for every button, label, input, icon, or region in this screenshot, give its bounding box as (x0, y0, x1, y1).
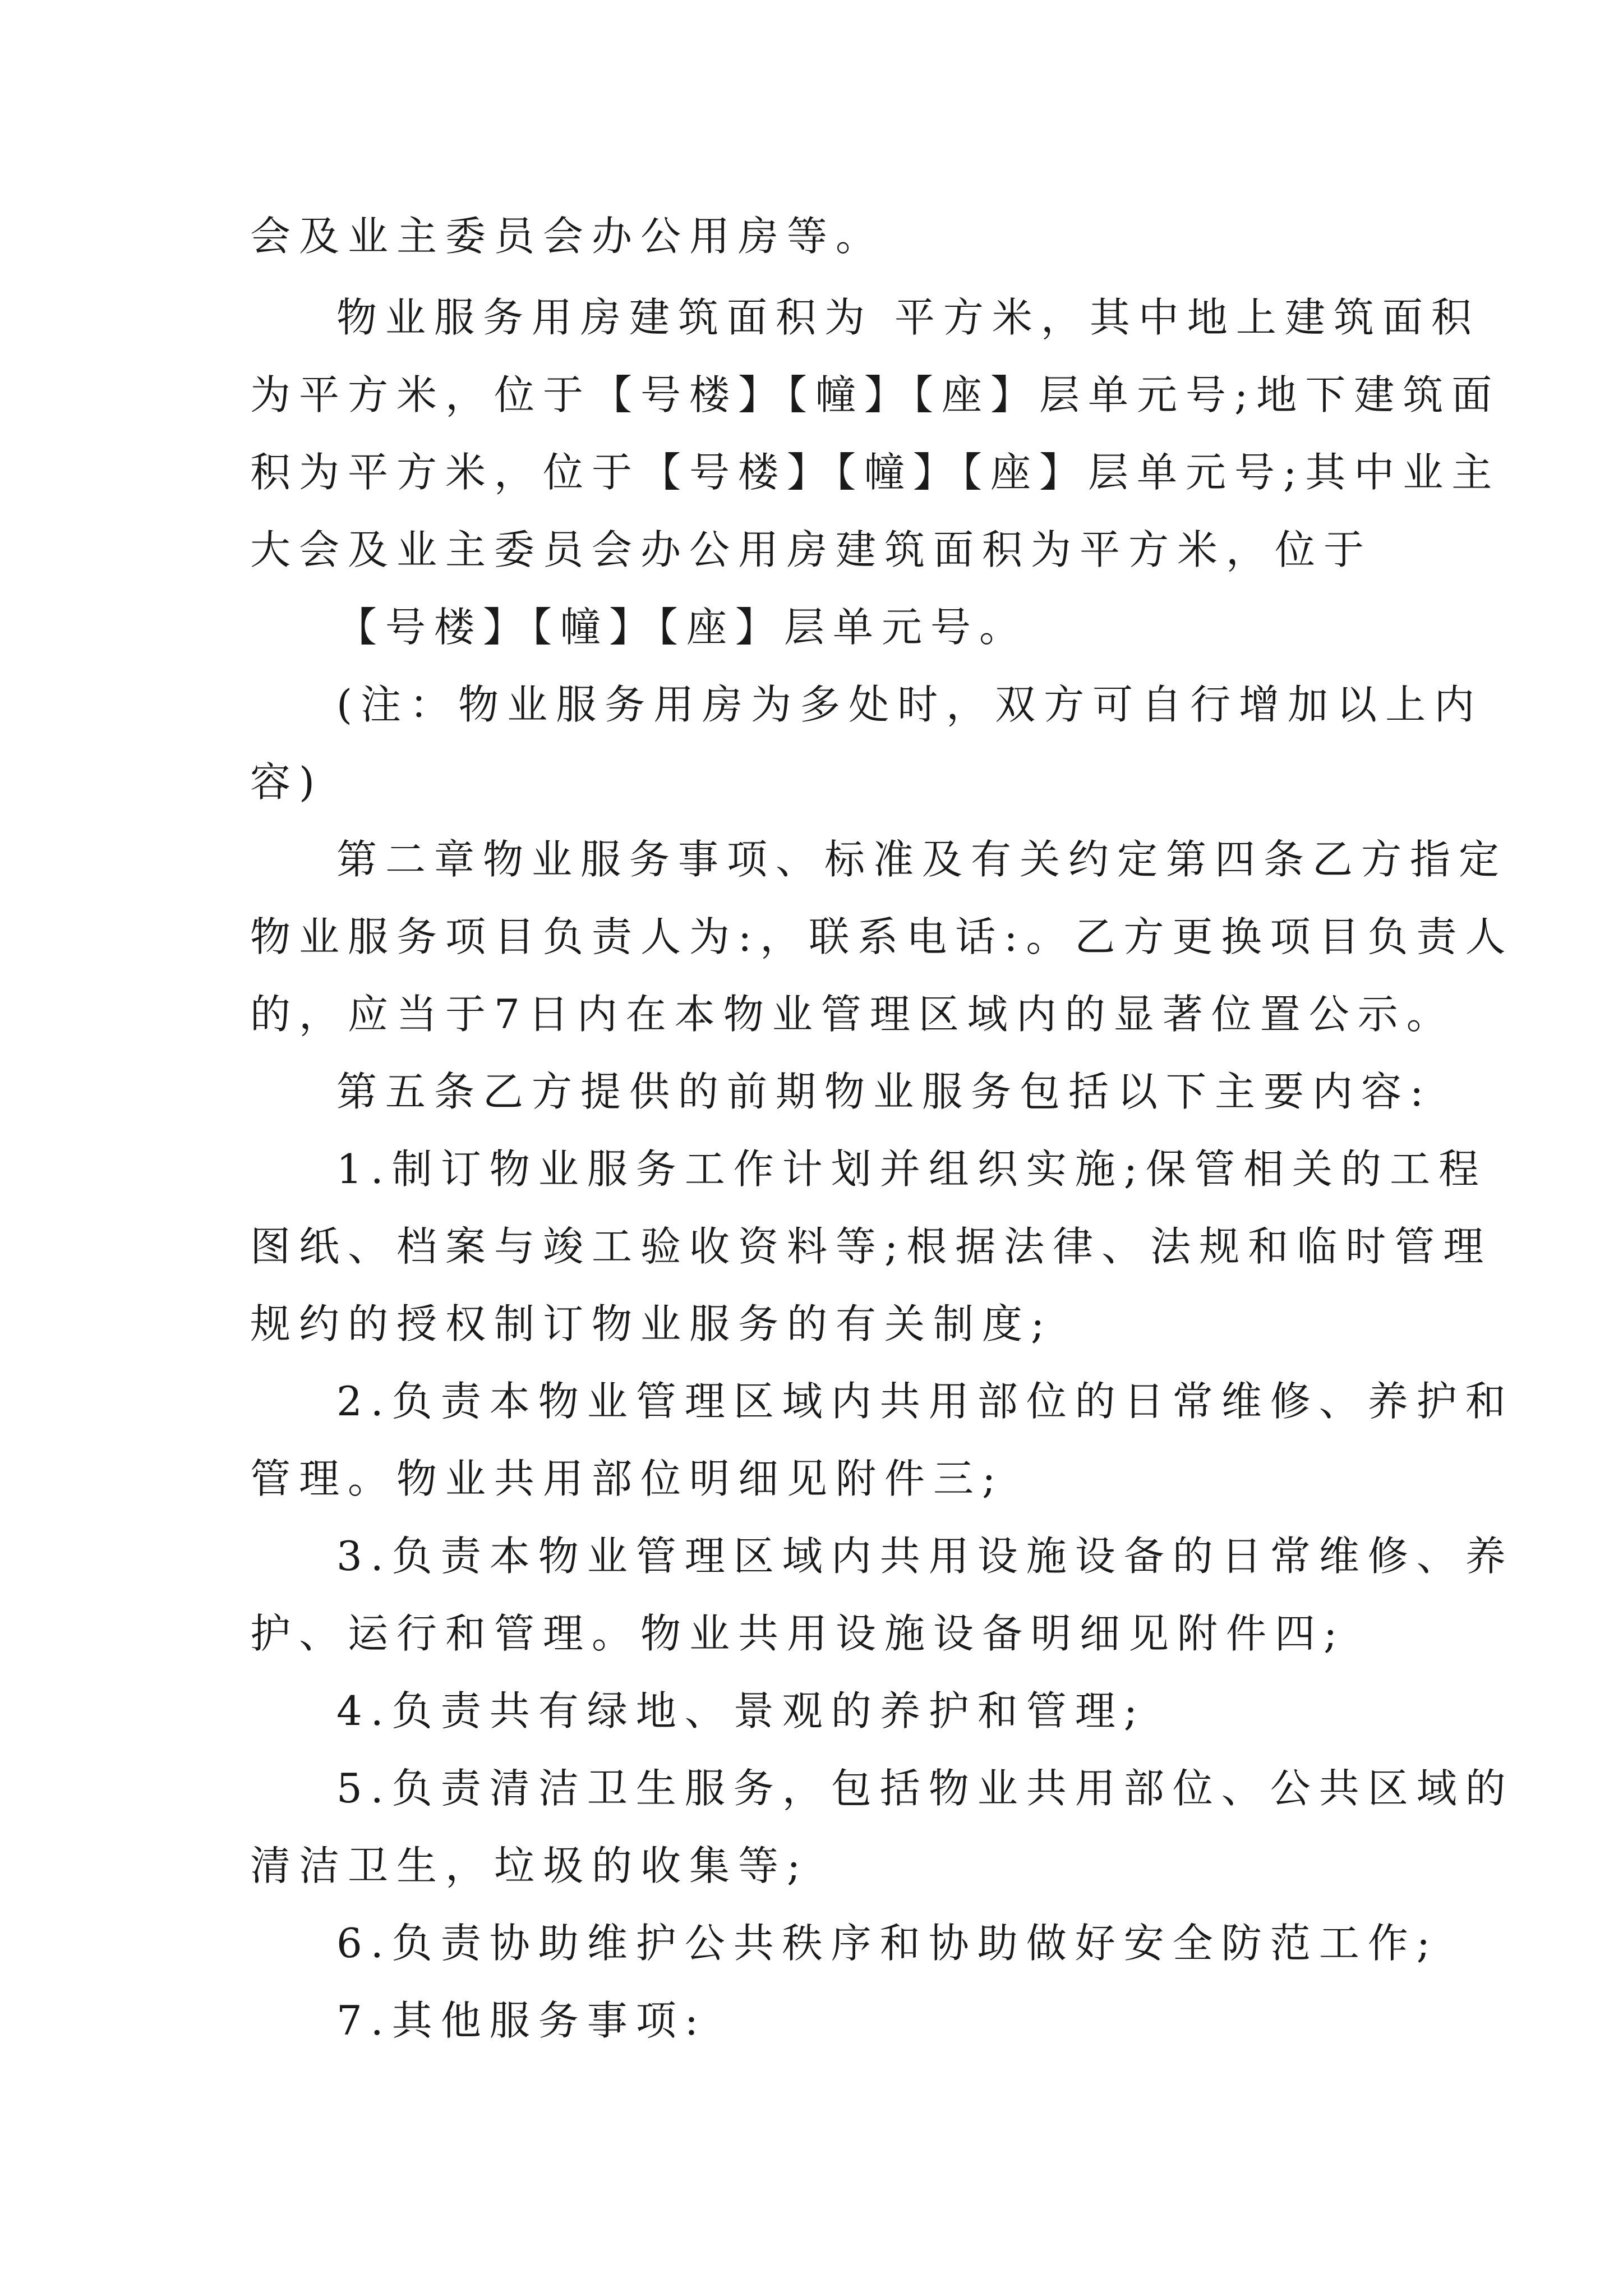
chapter-heading-line: 第二章物业服务事项、标准及有关约定第四条乙方指定 (336, 836, 1508, 883)
paragraph-first-line: 【号楼】【幢】【座】层单元号。 (336, 604, 1029, 651)
text-line: 清洁卫生，垃圾的收集等; (250, 1842, 809, 1889)
text-line: 护、运行和管理。物业共用设施设备明细见附件四; (250, 1610, 1346, 1657)
text-line: 为平方米，位于【号楼】【幢】【座】层单元号;地下建筑面 (250, 371, 1501, 418)
text-line: 物业服务项目负责人为:，联系电话:。乙方更换项目负责人 (250, 913, 1514, 960)
note-line: 容) (250, 758, 324, 806)
list-item-line: 4.负责共有绿地、景观的养护和管理; (336, 1687, 1146, 1734)
article-line: 第五条乙方提供的前期物业服务包括以下主要内容: (336, 1068, 1432, 1115)
text-line: 管理。物业共用部位明细见附件三; (250, 1455, 1004, 1502)
list-item-line: 6.负责协助维护公共秩序和协助做好安全防范工作; (336, 1920, 1438, 1967)
text-line: 规约的授权制订物业服务的有关制度; (250, 1300, 1053, 1347)
list-item-line: 7.其他服务事项: (336, 1997, 707, 2044)
text-line: 会及业主委员会办公用房等。 (250, 213, 885, 260)
text-line: 大会及业主委员会办公用房建筑面积为平方米，位于 (250, 526, 1373, 573)
list-item-line: 5.负责清洁卫生服务，包括物业共用部位、公共区域的 (336, 1765, 1514, 1812)
note-line: (注：物业服务用房为多处时，双方可自行增加以上内 (336, 681, 1483, 728)
list-item-line: 3.负责本物业管理区域内共用设施设备的日常维修、养 (336, 1533, 1514, 1580)
list-item-line: 2.负责本物业管理区域内共用部位的日常维修、养护和 (336, 1378, 1514, 1425)
text-line: 的，应当于7日内在本物业管理区域内的显著位置公示。 (250, 991, 1455, 1038)
text-line: 积为平方米，位于【号楼】【幢】【座】层单元号;其中业主 (250, 449, 1501, 496)
paragraph-first-line: 物业服务用房建筑面积为 平方米，其中地上建筑面积 (336, 294, 1480, 341)
text-line: 图纸、档案与竣工验收资料等;根据法律、法规和临时管理 (250, 1223, 1492, 1270)
list-item-line: 1.制订物业服务工作计划并组织实施;保管相关的工程 (336, 1145, 1487, 1193)
